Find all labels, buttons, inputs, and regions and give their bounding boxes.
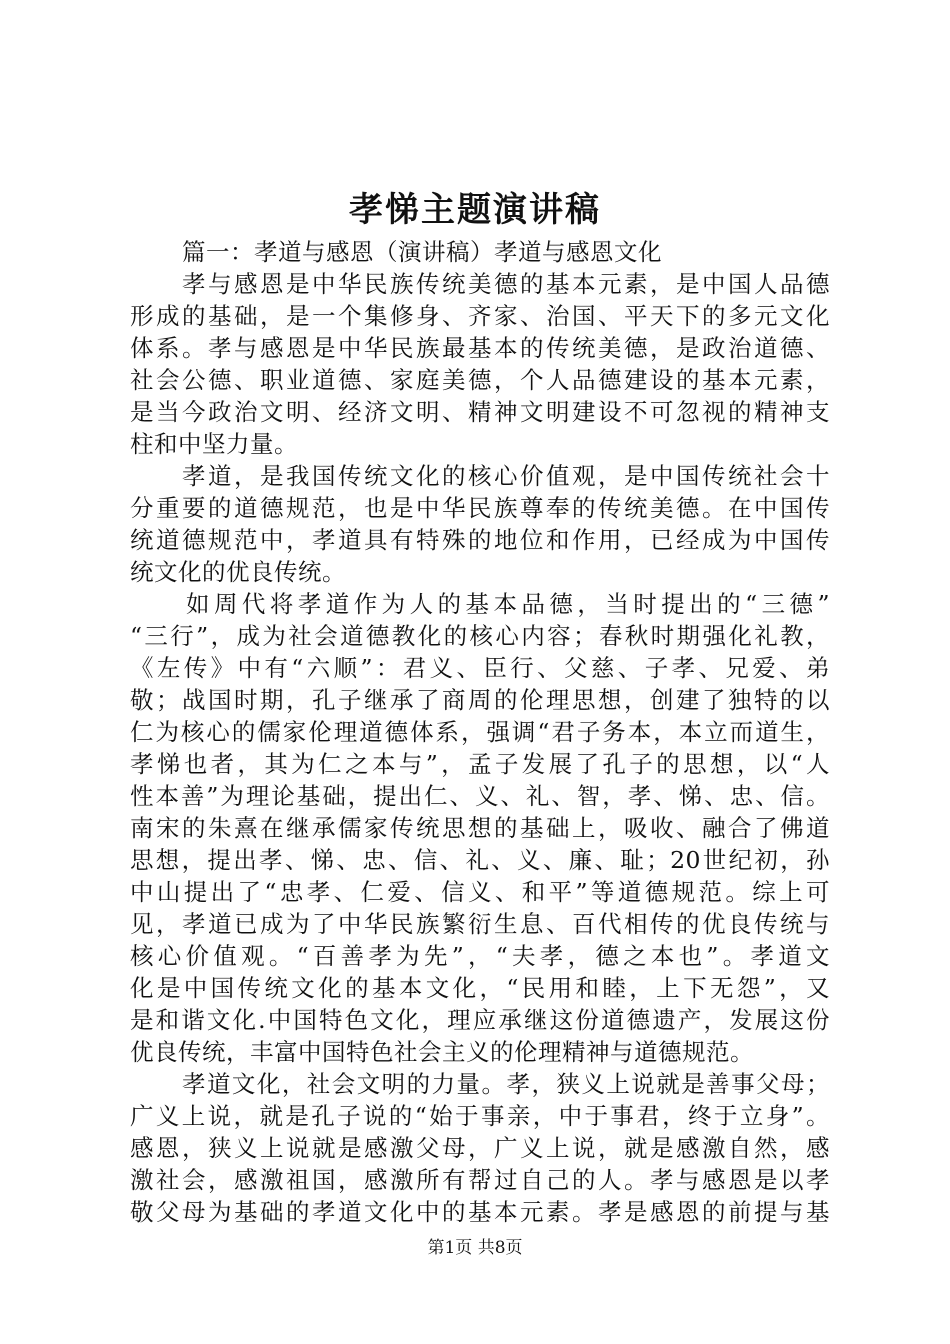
body-line: 仁为核心的儒家伦理道德体系，强调“君子务本，本立而道生， [130, 718, 830, 746]
body-line: 孝悌也者，其为仁之本与”，孟子发展了孔子的思想，以“人 [130, 750, 830, 778]
body-line: 感恩，狭义上说就是感激父母，广义上说，就是感激自然，感 [130, 1134, 830, 1162]
body-line: 激社会，感激祖国，感激所有帮过自己的人。孝与感恩是以孝 [130, 1166, 830, 1194]
body-line: 性本善”为理论基础，提出仁、义、礼、智，孝、悌、忠、信。 [130, 782, 830, 810]
body-line: 优良传统，丰富中国特色社会主义的伦理精神与道德规范。 [130, 1038, 754, 1066]
body-line: 广义上说，就是孔子说的“始于事亲，中于事君，终于立身”。 [130, 1102, 830, 1130]
body-line: 孝与感恩是中华民族传统美德的基本元素，是中国人品德 [182, 270, 830, 298]
body-line: 体系。孝与感恩是中华民族最基本的传统美德，是政治道德、 [130, 334, 830, 362]
body-line: 篇一：孝道与感恩（演讲稿）孝道与感恩文化 [182, 238, 662, 266]
body-line: 柱和中坚力量。 [130, 430, 298, 458]
body-line: 敬父母为基础的孝道文化中的基本元素。孝是感恩的前提与基 [130, 1198, 830, 1226]
body-line: 是和谐文化.中国特色文化，理应承继这份道德遗产，发展这份 [130, 1006, 830, 1034]
body-line: 化是中国传统文化的基本文化，“民用和睦，上下无怨”，又 [130, 974, 830, 1002]
body-line: 中山提出了“忠孝、仁爱、信义、和平”等道德规范。综上可 [130, 878, 830, 906]
body-line: 见，孝道已成为了中华民族繁衍生息、百代相传的优良传统与 [130, 910, 830, 938]
page-footer: 第1页 共8页 [427, 1238, 523, 1258]
body-line: 如周代将孝道作为人的基本品德，当时提出的“三德” [186, 590, 830, 618]
body-line: 孝道文化，社会文明的力量。孝，狭义上说就是善事父母； [182, 1070, 830, 1098]
document-body [130, 236, 830, 1228]
body-line: “三行”，成为社会道德教化的核心内容；春秋时期强化礼教， [130, 622, 830, 650]
body-line: 分重要的道德规范，也是中华民族尊奉的传统美德。在中国传 [130, 494, 830, 522]
body-line: 核心价值观。“百善孝为先”，“夫孝，德之本也”。孝道文 [130, 942, 830, 970]
document-title: 孝悌主题演讲稿 [349, 190, 601, 230]
body-line: 《左传》中有“六顺”：君义、臣行、父慈、子孝、兄爱、弟 [130, 654, 830, 682]
body-line: 统道德规范中，孝道具有特殊的地位和作用，已经成为中国传 [130, 526, 830, 554]
body-line: 孝道，是我国传统文化的核心价值观，是中国传统社会十 [182, 462, 830, 490]
body-line: 是当今政治文明、经济文明、精神文明建设不可忽视的精神支 [130, 398, 830, 426]
body-line: 思想，提出孝、悌、忠、信、礼、义、廉、耻；20世纪初，孙 [130, 846, 830, 874]
body-line: 敬；战国时期，孔子继承了商周的伦理思想，创建了独特的以 [130, 686, 830, 714]
body-line: 社会公德、职业道德、家庭美德，个人品德建设的基本元素， [130, 366, 830, 394]
body-line: 南宋的朱熹在继承儒家传统思想的基础上，吸收、融合了佛道 [130, 814, 830, 842]
body-line: 形成的基础，是一个集修身、齐家、治国、平天下的多元文化 [130, 302, 830, 330]
body-line: 统文化的优良传统。 [130, 558, 346, 586]
